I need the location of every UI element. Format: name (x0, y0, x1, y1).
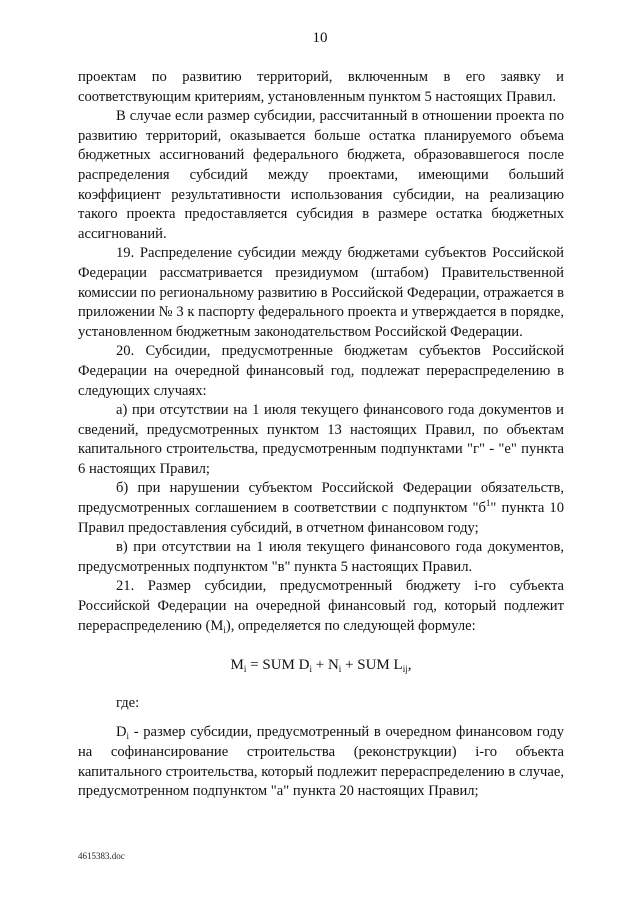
formula-mi (78, 656, 564, 676)
paragraph-19: 19. Распределение субсидии между бюджетами субъектов Российской Федерации рассматривается президиумом (штабом) Правительственной комиссии по региональному развитию в Российской Федерации, отражается в приложении № 3 к паспорту федерального проекта и утверждается в порядке, установленном бюджетным законодательством Российской Федерации. (78, 245, 564, 340)
subscript-i: i (223, 624, 226, 635)
definition-di (78, 723, 564, 801)
paragraph-20-b-text-start: б) при нарушении субъектом Российской Федерации обязательств, предусмотренных соглашением в соответствии с подпунктом "б (78, 480, 564, 517)
document-body (78, 68, 564, 802)
paragraph-20-b-text-end: " пункта 10 Правил предоставления субсидий, в отчетном финансовом году; (78, 500, 564, 536)
definition-di-sub: i (126, 731, 130, 742)
paragraph-21 (78, 577, 564, 636)
definition-di-text: - размер субсидии, предусмотренный в очередном финансовом году на софинансирование строительства (реконструкции) i-го объекта капитального строительства, который подлежит перераспределению в случае, предусмотренном подпунктом "а" пункта 20 настоящих Правил; (78, 724, 564, 800)
formula-n-sub: i (338, 664, 342, 675)
paragraph-20: 20. Субсидии, предусмотренные бюджетам субъектов Российской Федерации на очередной финансовый год, подлежат перераспределению в следующих случаях: (78, 343, 564, 399)
formula-plus-n: + N (311, 657, 339, 674)
formula-l-sub: ij (402, 664, 408, 675)
superscript-1: 1 (485, 498, 491, 509)
formula-m-sub: i (243, 664, 247, 675)
formula-end: , (407, 657, 412, 674)
paragraph-20-a: а) при отсутствии на 1 июля текущего финансового года документов и сведений, предусмотренных пунктом 13 настоящих Правил, по объектам капитального строительства, предусмотренным подпунктами "г" - "е" пункта 6 настоящих Правил; (78, 402, 564, 477)
page-number: 10 (312, 30, 328, 46)
paragraph-21-text-start: 21. Размер субсидии, предусмотренный бюджету i-го субъекта Российской Федерации на очередной финансовый год, который подлежит перераспределению (M (78, 578, 564, 634)
paragraph-20-b (78, 479, 564, 538)
definition-di-symbol: D (116, 724, 127, 741)
paragraph-21-text-end: ), определяется по следующей формуле: (225, 617, 476, 634)
formula-sum-d: = SUM D (246, 657, 310, 674)
document-filename: 4615383.doc (78, 851, 125, 861)
paragraph-subsidy-remainder: В случае если размер субсидии, рассчитанный в отношении проекта по развитию территорий, оказывается больше остатка планируемого объема бюджетных ассигнований федерального бюджета, образовавшегося после распределения субсидий между проектами, имеющими больший коэффициент результативности использования субсидии, на реализацию такого проекта предоставляется субсидия в размере остатка бюджетных ассигнований. (78, 108, 564, 242)
formula-m: M (230, 657, 244, 674)
formula-d-sub: i (309, 664, 312, 675)
where-label: где: (116, 694, 140, 711)
paragraph-20-v: в) при отсутствии на 1 июля текущего финансового года документов, предусмотренных подпунктом "в" пункта 5 настоящих Правил. (78, 539, 564, 575)
formula-sum-l: + SUM L (341, 657, 403, 674)
paragraph-continuation: проектам по развитию территорий, включенным в его заявку и соответствующим критериям, установленным пунктом 5 настоящих Правил. (78, 69, 564, 105)
